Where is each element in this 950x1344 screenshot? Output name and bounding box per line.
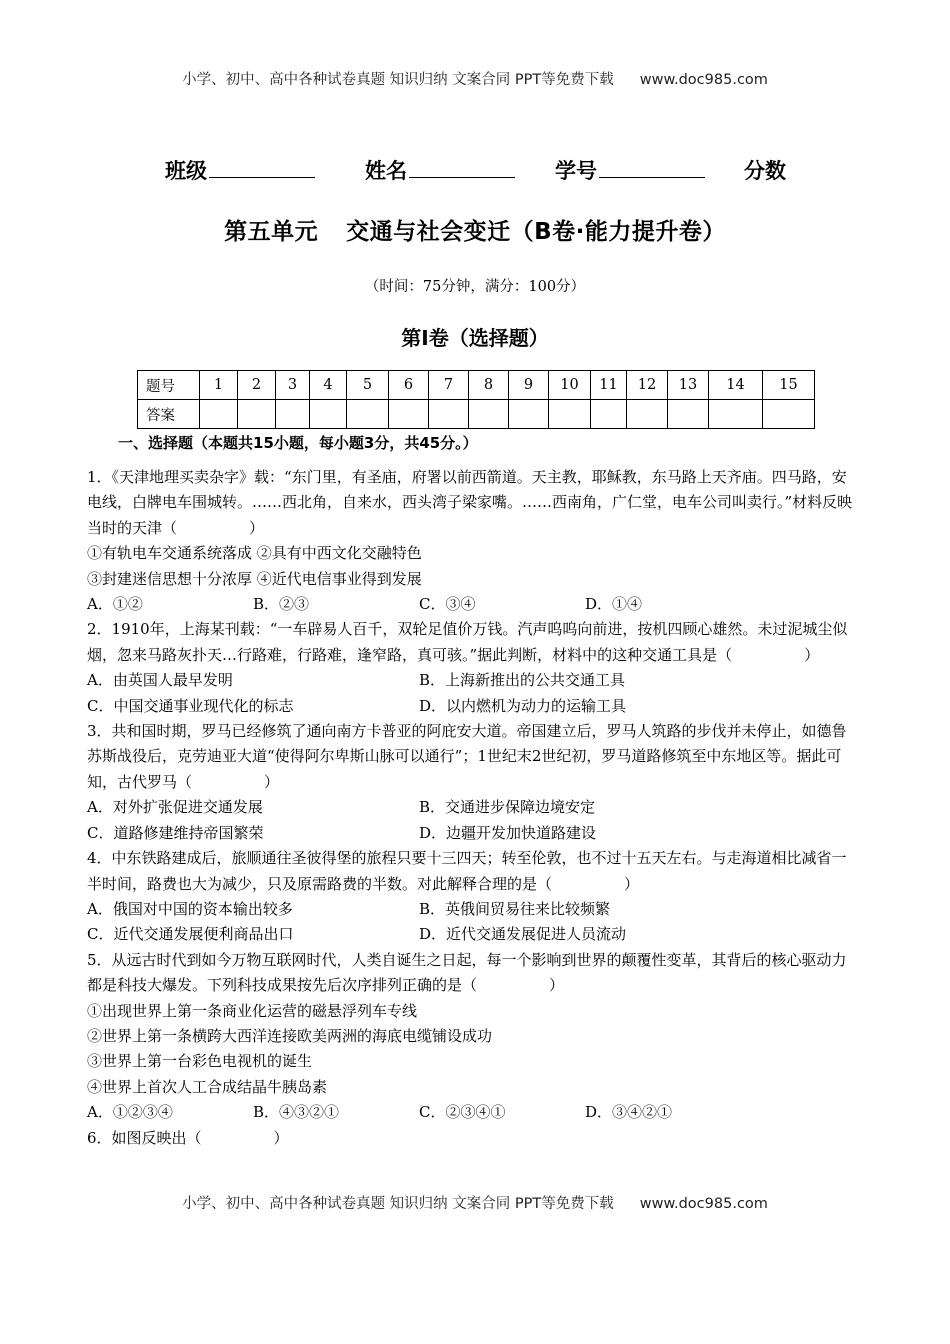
class-label: 班级	[165, 159, 207, 183]
topic-label: 交通与社会变迁（B卷·能力提升卷）	[346, 219, 726, 245]
header-site-link[interactable]: www.doc985.com	[639, 72, 768, 88]
paren-close: ）	[249, 518, 265, 537]
student-id-field[interactable]	[555, 155, 705, 185]
answer-cell[interactable]	[238, 400, 276, 429]
name-field[interactable]	[365, 155, 515, 185]
class-blank[interactable]	[209, 157, 315, 178]
student-id-label: 学号	[555, 159, 597, 183]
student-id-blank[interactable]	[599, 157, 705, 178]
statement-line: ②世界上第一条横跨大西洋连接欧美两洲的海底电缆铺设成功	[87, 1026, 493, 1045]
answer-grid	[137, 370, 815, 429]
questions-content	[87, 465, 857, 1151]
answer-cell[interactable]	[469, 400, 509, 429]
statement-line: ④世界上首次人工合成结晶牛胰岛素	[87, 1077, 328, 1096]
paren-close: ）	[804, 645, 820, 664]
statement-line: ③世界上第一台彩色电视机的诞生	[87, 1052, 313, 1071]
header-banner-text: 小学、初中、高中各种试卷真题 知识归纳 文案合同 PPT等免费下载	[182, 72, 614, 88]
grid-number: 9	[509, 371, 549, 400]
grid-number: 13	[668, 371, 709, 400]
unit-label: 第五单元	[224, 219, 319, 245]
answer-cell[interactable]	[627, 400, 668, 429]
grid-number: 7	[429, 371, 469, 400]
answer-grid-number-row	[138, 371, 815, 400]
statement-line: ①出现世界上第一条商业化运营的磁悬浮列车专线	[87, 1001, 418, 1020]
question-stem: 1．《天津地理买卖杂字》载：“东门里，有圣庙，府署以前西箭道。天主教，耶稣教，东马路上天齐庙。四马路，安电线，白牌电车围城转。……西北角，自来水，西头湾子梁家嘴。……西南角，广仁堂，电车公司叫卖行。”材料反映当时的天津（	[87, 468, 853, 537]
option-b[interactable]: B．②③	[253, 595, 310, 614]
grid-number: 10	[549, 371, 591, 400]
header-banner	[0, 68, 950, 89]
question-3	[87, 719, 857, 846]
option-d[interactable]: D．①④	[585, 595, 643, 614]
section-title: 第Ⅰ卷（选择题）	[401, 326, 549, 350]
paren-close: ）	[549, 976, 565, 995]
option-b[interactable]: B．英俄间贸易往来比较频繁	[419, 899, 611, 918]
answer-cell[interactable]	[763, 400, 815, 429]
question-stem: 6．如图反映出（	[87, 1128, 202, 1147]
footer-site-link[interactable]: www.doc985.com	[639, 1196, 768, 1212]
option-b[interactable]: B．交通进步保障边境安定	[419, 798, 596, 817]
options-row	[87, 897, 857, 922]
option-c[interactable]: C．道路修建维持帝国繁荣	[87, 823, 264, 842]
exam-title	[0, 213, 950, 246]
question-stem: 5．从远古时代到如今万物互联网时代，人类自诞生之日起，每一个影响到世界的颠覆性变革，其背后的核心驱动力都是科技大爆发。下列科技成果按先后次序排列正确的是（	[87, 950, 847, 995]
grid-number: 11	[591, 371, 627, 400]
answer-cell[interactable]	[709, 400, 763, 429]
question-5	[87, 948, 857, 1126]
options-row	[87, 694, 857, 719]
score-label: 分数	[744, 159, 786, 183]
part-heading: 一、选择题（本题共15小题，每小题3分，共45分。）	[118, 434, 478, 452]
option-d[interactable]: D．③④②①	[585, 1103, 673, 1122]
option-a[interactable]: A．由英国人最早发明	[87, 671, 233, 690]
paren-close: ）	[624, 874, 640, 893]
name-blank[interactable]	[409, 157, 515, 178]
option-a[interactable]: A．对外扩张促进交通发展	[87, 798, 263, 817]
grid-number: 4	[310, 371, 347, 400]
paren-close: ）	[273, 1128, 289, 1147]
option-a[interactable]: A．①②③④	[87, 1103, 173, 1122]
class-field[interactable]	[165, 155, 315, 185]
answer-cell[interactable]	[200, 400, 238, 429]
grid-number: 3	[276, 371, 310, 400]
option-c[interactable]: C．②③④①	[419, 1103, 506, 1122]
options-row	[87, 1100, 857, 1125]
question-6	[87, 1126, 857, 1151]
grid-number: 8	[469, 371, 509, 400]
options-row	[87, 922, 857, 947]
option-a[interactable]: A．①②	[87, 595, 143, 614]
question-stem: 3．共和国时期，罗马已经修筑了通向南方卡普亚的阿庇安大道。帝国建立后，罗马人筑路的步伐并未停止，如德鲁苏斯战役后，克劳迪亚大道“使得阿尔卑斯山脉可以通行”；1世纪末2世纪初，罗马道路修筑至中东地区等。据此可知，古代罗马（	[87, 722, 847, 791]
answer-cell[interactable]	[509, 400, 549, 429]
grid-number: 6	[389, 371, 429, 400]
statement-line: ①有轨电车交通系统落成 ②具有中西文化交融特色	[87, 544, 422, 563]
answer-cell[interactable]	[347, 400, 389, 429]
option-b[interactable]: B．④③②①	[253, 1103, 340, 1122]
question-stem: 4．中东铁路建成后，旅顺通往圣彼得堡的旅程只要十三四天；转至伦敦，也不过十五天左右。与走海道相比减省一半时间，路费也大为减少，只及原需路费的半数。对此解释合理的是（	[87, 849, 847, 893]
grid-row-label: 题号	[138, 371, 200, 400]
footer-banner-text: 小学、初中、高中各种试卷真题 知识归纳 文案合同 PPT等免费下载	[182, 1196, 614, 1212]
question-4	[87, 846, 857, 948]
grid-number: 15	[763, 371, 815, 400]
option-d[interactable]: D．近代交通发展促进人员流动	[419, 925, 627, 944]
options-row	[87, 821, 857, 846]
answer-grid-answer-row	[138, 400, 815, 429]
question-stem: 2．1910年，上海某刊载：“一车辟易人百千，双轮足值价万钱。汽声呜呜向前进，按机四顾心雄然。未过泥城尘似烟，忽来马路灰扑天…行路难，行路难，逢窄路，真可骇。”据此判断，材料中的这种交通工具是（	[87, 620, 848, 664]
time-info: （时间：75分钟，满分：100分）	[364, 279, 586, 295]
footer-banner	[0, 1192, 950, 1213]
answer-cell[interactable]	[591, 400, 627, 429]
paren-close: ）	[264, 772, 280, 791]
option-d[interactable]: D．以内燃机为动力的运输工具	[419, 696, 627, 715]
grid-number: 12	[627, 371, 668, 400]
option-d[interactable]: D．边疆开发加快道路建设	[419, 823, 597, 842]
option-c[interactable]: C．③④	[419, 595, 476, 614]
grid-number: 14	[709, 371, 763, 400]
answer-cell[interactable]	[549, 400, 591, 429]
options-row	[87, 795, 857, 820]
answer-cell[interactable]	[276, 400, 310, 429]
option-c[interactable]: C．近代交通发展便利商品出口	[87, 925, 294, 944]
answer-cell[interactable]	[310, 400, 347, 429]
question-1	[87, 465, 857, 617]
grid-number: 5	[347, 371, 389, 400]
answer-cell[interactable]	[668, 400, 709, 429]
statement-line: ③封建迷信思想十分浓厚 ④近代电信事业得到发展	[87, 569, 422, 588]
option-b[interactable]: B．上海新推出的公共交通工具	[419, 671, 626, 690]
options-row	[87, 592, 857, 617]
question-2	[87, 617, 857, 719]
options-row	[87, 668, 857, 693]
option-a[interactable]: A．俄国对中国的资本输出较多	[87, 899, 293, 918]
answer-cell[interactable]	[429, 400, 469, 429]
grid-number: 1	[200, 371, 238, 400]
name-label: 姓名	[365, 159, 407, 183]
grid-number: 2	[238, 371, 276, 400]
answer-cell[interactable]	[389, 400, 429, 429]
option-c[interactable]: C．中国交通事业现代化的标志	[87, 696, 294, 715]
grid-row-label: 答案	[138, 400, 200, 429]
